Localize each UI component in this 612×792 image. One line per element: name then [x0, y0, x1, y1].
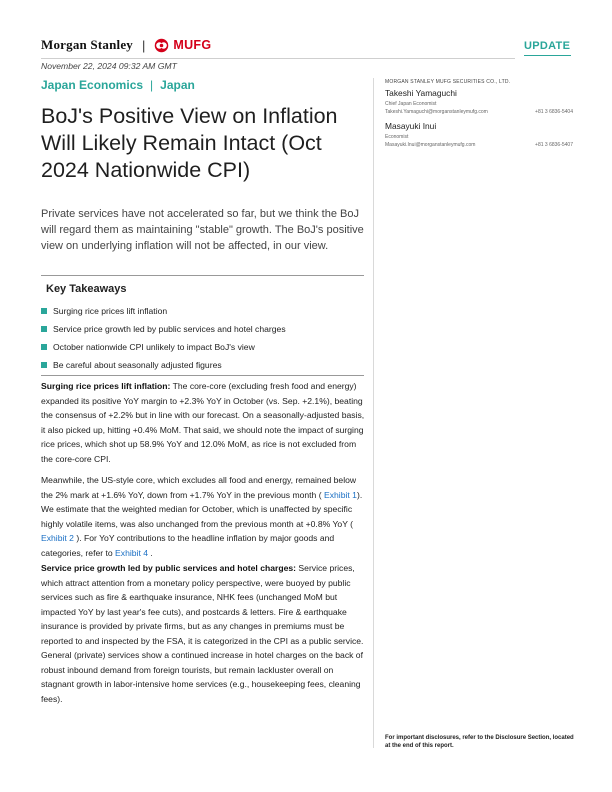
square-bullet-icon: [41, 326, 47, 332]
analyst-phone: +81 3 6836-5407: [535, 142, 573, 148]
paragraph-text: Meanwhile, the US-style core, which excludes all food and energy, remained below the 2% mark at +1.6% YoY, down from +1.7% YoY in the previous month (: [41, 475, 357, 500]
takeaway-item: [41, 320, 366, 338]
header-divider: [41, 58, 515, 59]
paragraph-lead: Surging rice prices lift inflation:: [41, 381, 171, 391]
firm-name: MORGAN STANLEY MUFG SECURITIES CO., LTD.: [385, 79, 511, 85]
paragraph-text: ). We estimate that the weighted median for October, which is unaffected by specific highly volatile items, was also unchanged from the previous month at +0.8% YoY (: [41, 489, 363, 529]
report-title: BoJ's Positive View on Inflation Will Likely Remain Intact (Oct 2024 Nationwide CPI): [41, 104, 338, 182]
brand-logo: [41, 36, 211, 54]
analyst-contact: [385, 142, 573, 148]
analyst-email-link[interactable]: Takeshi.Yamaguchi@morganstanleymufg.com: [385, 109, 488, 115]
publication-dateline: November 22, 2024 09:32 AM GMT: [41, 61, 177, 71]
update-underline: [524, 55, 571, 56]
exhibit-1-link[interactable]: Exhibit 1: [321, 489, 357, 500]
exhibit-4-link[interactable]: Exhibit 4: [115, 547, 151, 558]
body-paragraph-core: [41, 473, 366, 560]
analyst-contact: [385, 109, 573, 115]
region-secondary: Japan: [160, 78, 195, 92]
square-bullet-icon: [41, 344, 47, 350]
region-primary: Japan Economics: [41, 78, 144, 92]
analyst-name: Masayuki Inui: [385, 121, 437, 131]
square-bullet-icon: [41, 308, 47, 314]
body-paragraph-services: [41, 561, 366, 706]
sidebar-divider: [373, 78, 374, 748]
paragraph-text: Service prices, which attract attention from a monetary policy perspective, were buoyed by public services such as fire & earthquake insurance, NHK fees (unchanged MoM but impacted YoY by last year's fee cuts), and postcards & letters. Fire & earthquake insurance is provided by private firms, but as any changes in premiums must be reported to and inspected by the FSA, it is categorized in the CPI as a public service. General (private) services show a continued increase in hotel charges on the back of robust inbound demand from foreign tourists, but remain lackluster overall on stagnant growth in labor-intensive home services (e.g., housekeeping fees, cleaning fees).: [41, 563, 364, 704]
analyst-email-link[interactable]: Masayuki.Inui@morganstanleymufg.com: [385, 142, 476, 148]
analyst-role: Chief Japan Economist: [385, 101, 437, 107]
analyst-phone: +81 3 6836-5404: [535, 109, 573, 115]
analyst-name: Takeshi Yamaguchi: [385, 88, 457, 98]
region-separator: |: [150, 78, 154, 92]
takeaway-text: Service price growth led by public services and hotel charges: [53, 324, 286, 334]
key-takeaways-heading: Key Takeaways: [46, 283, 127, 295]
takeaway-text: October nationwide CPI unlikely to impact BoJ's view: [53, 342, 255, 352]
takeaway-item: [41, 338, 366, 356]
square-bullet-icon: [41, 362, 47, 368]
body-paragraph-rice: [41, 379, 366, 466]
mufg-circle-icon: [154, 38, 169, 53]
takeaway-text: Be careful about seasonally adjusted figures: [53, 360, 222, 370]
report-summary: Private services have not accelerated so far, but we think the BoJ will regard them as maintaining "stable" growth. The BoJ's positive view on underlying inflation will not be affected, in our view.: [41, 208, 364, 252]
analyst-role: Economist: [385, 134, 409, 140]
paragraph-text: The core-core (excluding fresh food and energy) expanded its positive YoY margin to +2.3% YoY in October (vs. Sep. +2.1%), beating the consensus of +2.2% but in line with our forecast. On a seasonally-adjusted basis, it also picked up, hitting +0.4% MoM. That said, we should note the impact of surging rice prices, which shot up 58.9% YoY and 12.0% MoM, as rice is not excluded from the core-core CPI.: [41, 381, 365, 464]
takeaways-bottom-divider: [41, 375, 364, 376]
brand-separator: |: [142, 37, 146, 53]
key-takeaways-list: [41, 302, 366, 374]
mufg-wordmark: MUFG: [173, 38, 212, 52]
paragraph-text: .: [150, 547, 153, 558]
morgan-stanley-wordmark: Morgan Stanley: [41, 37, 133, 52]
takeaway-text: Surging rice prices lift inflation: [53, 306, 168, 316]
takeaway-item: [41, 302, 366, 320]
exhibit-2-link[interactable]: Exhibit 2: [41, 533, 77, 543]
paragraph-lead: Service price growth led by public services and hotel charges:: [41, 563, 297, 573]
region-label: [41, 78, 195, 92]
takeaway-item: [41, 356, 366, 374]
paragraph-text: ). For YoY contributions to the headline inflation by major goods and categories, refer to: [41, 533, 335, 558]
takeaways-top-divider: [41, 275, 364, 276]
disclosure-note: For important disclosures, refer to the Disclosure Section, located at the end of this report.: [385, 735, 574, 749]
update-badge: UPDATE: [524, 40, 571, 52]
